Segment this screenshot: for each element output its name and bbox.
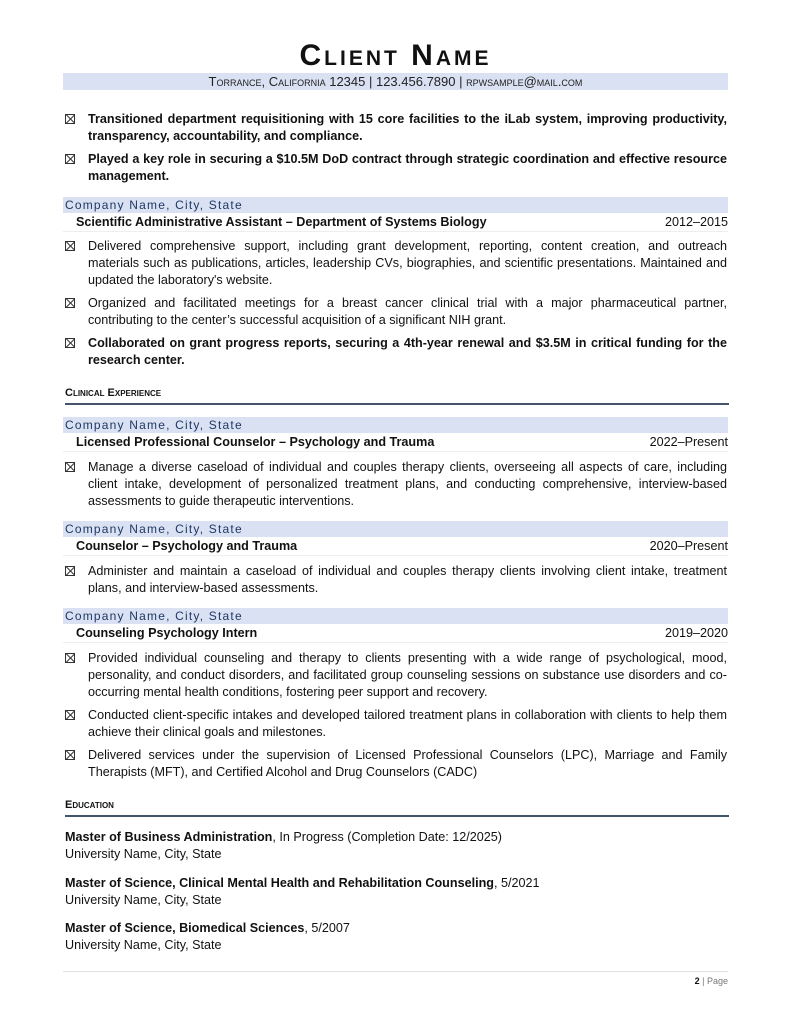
- job-dates: 2022–Present: [649, 435, 728, 449]
- role-row: [63, 213, 728, 232]
- checkbox-icon: [65, 298, 75, 308]
- degree-detail: , In Progress (Completion Date: 12/2025): [272, 830, 502, 844]
- client-name: Client Name: [299, 39, 492, 72]
- job-title: Counselor – Psychology and Trauma: [76, 539, 298, 553]
- checkbox-icon: [65, 154, 75, 164]
- education-entry: [65, 875, 725, 909]
- checkbox-icon: [65, 566, 75, 576]
- role-row: [63, 537, 728, 556]
- degree-detail: , 5/2007: [304, 921, 350, 935]
- education-entry: [65, 829, 725, 863]
- job-title: Licensed Professional Counselor – Psychology and Trauma: [76, 435, 435, 449]
- checkbox-icon: [65, 241, 75, 251]
- role-row: [63, 624, 728, 643]
- degree: Master of Science, Clinical Mental Health and Rehabilitation Counseling: [65, 876, 494, 890]
- role-row: [63, 433, 728, 452]
- page-number: 2: [694, 976, 700, 986]
- job-dates: 2019–2020: [664, 626, 728, 640]
- resume-page: Client Name Torrance, California 12345 | 123.456.7890 | rpwsample@mail.com Transitioned department requisitioning with 15 core facilities to the iLab system, improving productivity, transparency, accountability, and compliance. Played a key role in securing a $10.5M DoD contract through strategic coordination and effective resource management. Company Name, City, State Scientific Administrative Assistant – Department of Systems Biology 2012–2015 Delivered comprehensive support, including grant development, reporting, content creation, and outreach materials such as publications, articles, leadership CVs, biographies, and scientific presentations. Maintained and updated the laboratory's website. Organized and facilitated meetings for a breast cancer clinical trial with a major pharmaceutical partner, contributing to the center’s successful acquisition of a significant NIH grant. Collaborated on grant progress reports, securing a 4th-year renewal and $3.5M in critical funding for the research center. Clinical Experience Company Name, City, State Licensed Professional Counselor – Psychology and Trauma 2022–Present Manage a diverse caseload of individual and couples therapy clients, overseeing all aspects of care, including client intake, development of personalized treatment plans, and conducting comprehensive, interview-based assessments to guide therapeutic interventions. Company Name, City, State Counselor – Psychology and Trauma 2020–Present Administer and maintain a caseload of individual and couples therapy clients involving client intake, treatment plans, and interview-based assessments. Company Name, City, State Counseling Psychology Intern 2019–2020 Provided individual counseling and therapy to clients presenting with a wide range of psychological, mood, personality, and conduct disorders, and facilitated group counseling sessions on substance use disorders and co-occurring mental health conditions, fostering peer support and recovery. Conducted client-specific intakes and developed tailored treatment plans in collaboration with clients to help them achieve their clinical goals and milestones. Delivered services under the supervision of Licensed Professional Counselors (LPC), Marriage and Family Therapists (MFT), and Certified Alcohol and Drug Counselors (CADC) Education Master of Business Administration, In Progress (Completion Date: 12/2025) University Name, City, State Master of Science, Clinical Mental Health and Rehabilitation Counseling, 5/2021 University Name, City, State Master of Science, Biomedical Sciences, 5/2007 University Name, City, State 2 | Page: [0, 0, 791, 1024]
- checkbox-icon: [65, 750, 75, 760]
- job-dates: 2012–2015: [664, 215, 728, 229]
- degree: Master of Science, Biomedical Sciences: [65, 921, 305, 935]
- job-title: Scientific Administrative Assistant – Department of Systems Biology: [76, 215, 487, 229]
- page-label: Page: [706, 976, 728, 986]
- section-heading-clinical: Clinical Experience: [65, 385, 729, 405]
- checkbox-icon: [65, 114, 75, 124]
- company-bar: Company Name, City, State: [63, 521, 728, 537]
- page-separator: |: [699, 976, 707, 986]
- job-dates: 2020–Present: [649, 539, 728, 553]
- company-bar: Company Name, City, State: [63, 197, 728, 213]
- company-bar: Company Name, City, State: [63, 417, 728, 433]
- degree: Master of Business Administration: [65, 830, 273, 844]
- degree-detail: , 5/2021: [493, 876, 540, 890]
- checkbox-icon: [65, 462, 75, 472]
- school: University Name, City, State: [65, 893, 222, 907]
- checkbox-icon: [65, 710, 75, 720]
- school: University Name, City, State: [65, 847, 222, 861]
- education-entry: [65, 920, 725, 954]
- job-title: Counseling Psychology Intern: [76, 626, 258, 640]
- contact-line: Torrance, California 12345 | 123.456.7890 | rpwsample@mail.com: [63, 73, 728, 90]
- page-footer: [63, 971, 728, 992]
- school: University Name, City, State: [65, 938, 222, 952]
- checkbox-icon: [65, 653, 75, 663]
- page-indicator: [695, 976, 728, 986]
- section-heading-education: Education: [65, 797, 729, 817]
- checkbox-icon: [65, 338, 75, 348]
- company-bar: Company Name, City, State: [63, 608, 728, 624]
